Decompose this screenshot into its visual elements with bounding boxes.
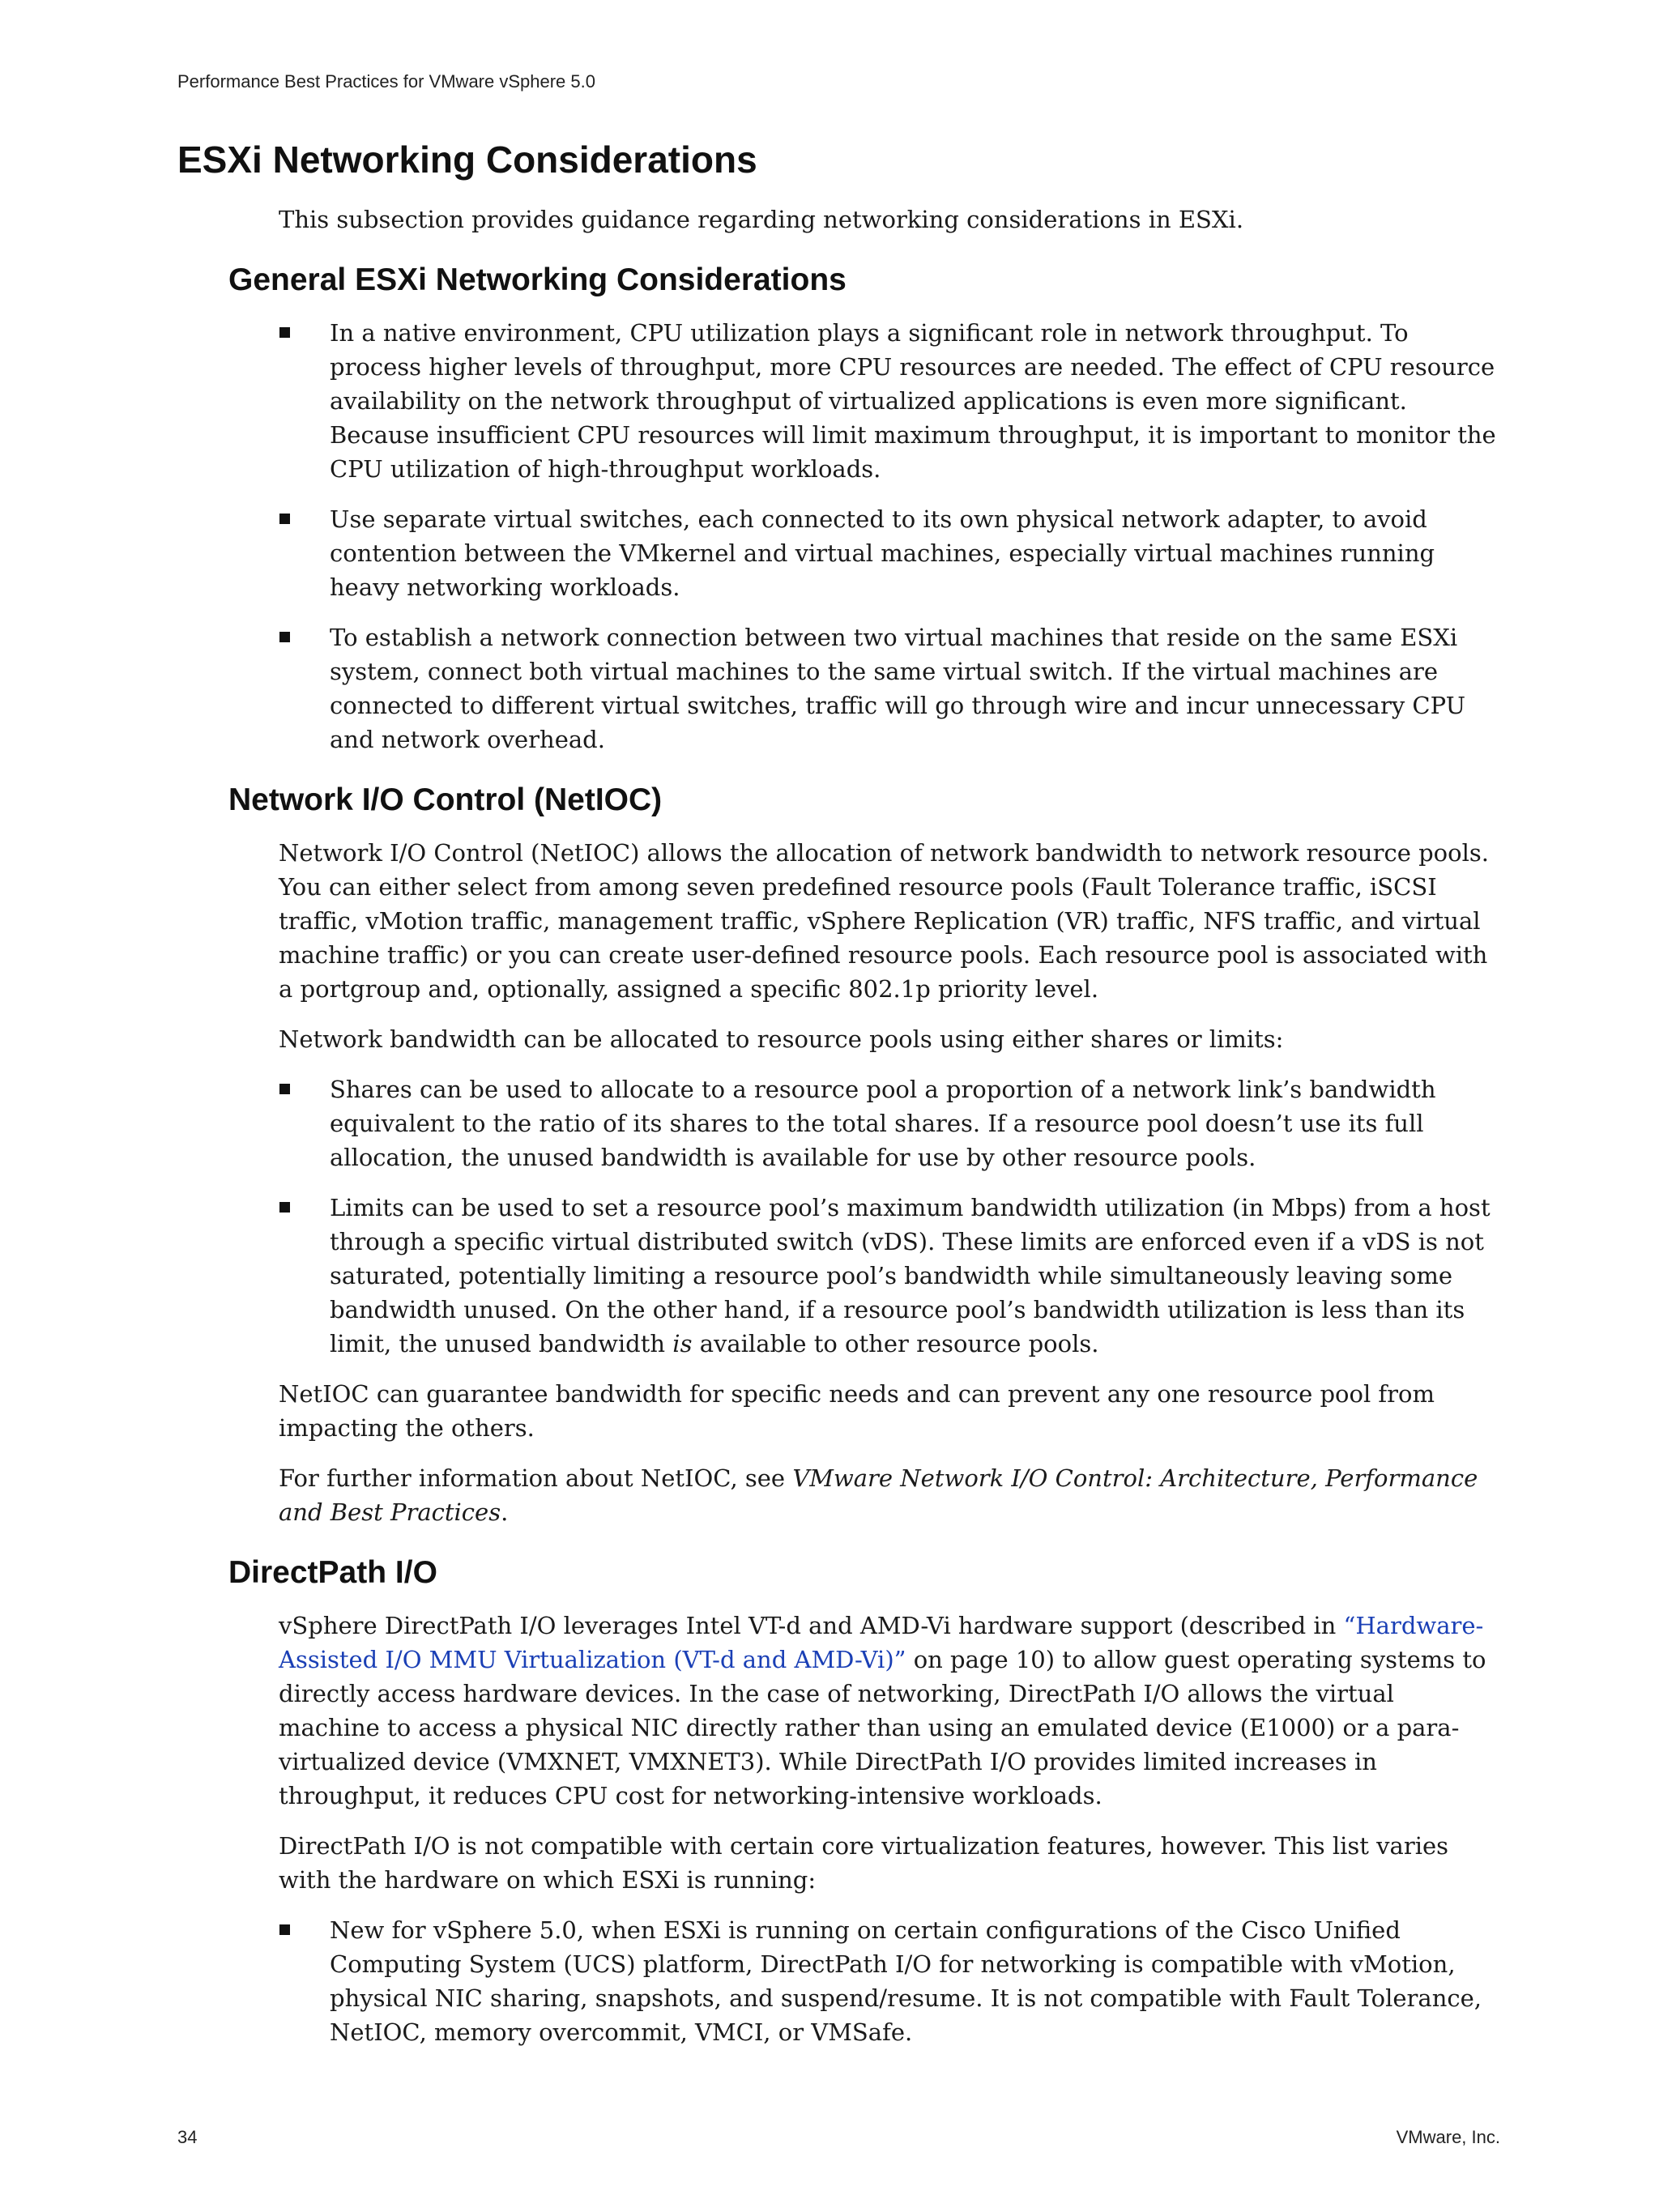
- cross-reference-link[interactable]: “Hardware-Assisted I/O MMU Virtualization (VT-d and AMD-Vi)”: [279, 1612, 1484, 1673]
- directpath-bullet-list: [0, 1913, 1500, 2049]
- bullet-square-icon: [279, 632, 290, 642]
- general-bullet-2: [330, 502, 1500, 604]
- paragraph-text: on page 10) to allow guest operating systems to directly access hardware devices. In the case of networking, DirectPath I/O allows the virtual machine to access a physical NIC directly rather than using an emulated device (E1000) or a para-virtualized device (VMXNET, VMXNET3). While DirectPath I/O provides limited increases in throughput, it reduces CPU cost for networking-intensive workloads.: [279, 1646, 1486, 1809]
- running-header: Performance Best Practices for VMware vSphere 5.0: [177, 71, 595, 92]
- bullet-square-icon: [279, 327, 290, 338]
- general-bullet-list: [0, 316, 1500, 757]
- general-bullet-1: [330, 316, 1500, 486]
- directpath-bullet-1: [330, 1913, 1500, 2049]
- netioc-paragraph-1: Network I/O Control (NetIOC) allows the allocation of network bandwidth to network resource pools. You can either select from among seven predefined resource pools (Fault Tolerance traffic, iSCSI traffic, vMotion traffic, management traffic, vSphere Replication (VR) traffic, NFS traffic, and virtual machine traffic) or you can create user-defined resource pools. Each resource pool is associated with a portgroup and, optionally, assigned a specific 802.1p priority level.: [279, 839, 1489, 1003]
- paragraph-text: vSphere DirectPath I/O leverages Intel VT-d and AMD-Vi hardware support (described in: [279, 1612, 1337, 1639]
- main-content: [0, 202, 1659, 2065]
- bullet-text: New for vSphere 5.0, when ESXi is running on certain configurations of the Cisco Unified Computing System (UCS) platform, DirectPath I/O for networking is compatible with vMotion, physical NIC sharing, snapshots, and suspend/resume. It is not compatible with Fault Tolerance, NetIOC, memory overcommit, VMCI, or VMSafe.: [330, 1916, 1482, 2046]
- netioc-paragraph-3: NetIOC can guarantee bandwidth for specific needs and can prevent any one resource pool from impacting the others.: [279, 1380, 1435, 1442]
- general-bullet-3: [330, 620, 1500, 757]
- bullet-text: Use separate virtual switches, each connected to its own physical network adapter, to avoid contention between the VMkernel and virtual machines, especially virtual machines running heavy networking workloads.: [330, 505, 1435, 601]
- bullet-text: Shares can be used to allocate to a resource pool a proportion of a network link’s bandwidth equivalent to the ratio of its shares to the total shares. If a resource pool doesn’t use its full allocation, the unused bandwidth is available for use by other resource pools.: [330, 1076, 1436, 1171]
- intro-paragraph: This subsection provides guidance regarding networking considerations in ESXi.: [279, 206, 1244, 233]
- netioc-bullet-list: [0, 1072, 1500, 1361]
- bullet-square-icon: [279, 1924, 290, 1935]
- netioc-bullet-shares: [330, 1072, 1500, 1174]
- general-heading: General ESXi Networking Considerations: [228, 262, 847, 297]
- directpath-heading: DirectPath I/O: [228, 1555, 437, 1590]
- bullet-square-icon: [279, 1084, 290, 1094]
- emphasis-text: is: [672, 1330, 693, 1357]
- directpath-paragraph-2: DirectPath I/O is not compatible with certain core virtualization features, however. This list varies with the hardware on which ESXi is running:: [279, 1832, 1449, 1894]
- bullet-square-icon: [279, 1202, 290, 1213]
- bullet-text: To establish a network connection between two virtual machines that reside on the same ESXi system, connect both virtual machines to the same virtual switch. If the virtual machines are connected to different virtual switches, traffic will go through wire and incur unnecessary CPU and network overhead.: [330, 624, 1466, 753]
- bullet-text: In a native environment, CPU utilization plays a significant role in network throughput. To process higher levels of throughput, more CPU resources are needed. The effect of CPU resource availability on the network throughput of virtualized applications is even more significant. Because insufficient CPU resources will limit maximum throughput, it is important to monitor the CPU utilization of high-throughput workloads.: [330, 319, 1496, 483]
- bullet-text: Limits can be used to set a resource pool’s maximum bandwidth utilization (in Mbps) from a host through a specific virtual distributed switch (vDS). These limits are enforced even if a vDS is not saturated, potentially limiting a resource pool’s bandwidth while simultaneously leaving some bandwidth unused. On the other hand, if a resource pool’s bandwidth utilization is less than its limit, the unused bandwidth: [330, 1194, 1491, 1357]
- page-number: 34: [177, 2127, 198, 2147]
- directpath-paragraph-1: [279, 1609, 1500, 1813]
- netioc-heading: Network I/O Control (NetIOC): [228, 782, 663, 817]
- footer-company: VMware, Inc.: [1396, 2127, 1500, 2147]
- netioc-bullet-limits: [330, 1191, 1500, 1361]
- section-title: ESXi Networking Considerations: [177, 139, 757, 181]
- bullet-text: available to other resource pools.: [699, 1330, 1099, 1357]
- reference-title: VMware Network I/O Control: Architecture, Performance and Best Practices: [279, 1464, 1478, 1526]
- netioc-paragraph-4: [279, 1461, 1500, 1529]
- bullet-square-icon: [279, 514, 290, 524]
- netioc-paragraph-2: Network bandwidth can be allocated to resource pools using either shares or limits:: [279, 1025, 1284, 1053]
- paragraph-text: .: [501, 1498, 509, 1526]
- paragraph-text: For further information about NetIOC, see: [279, 1464, 786, 1492]
